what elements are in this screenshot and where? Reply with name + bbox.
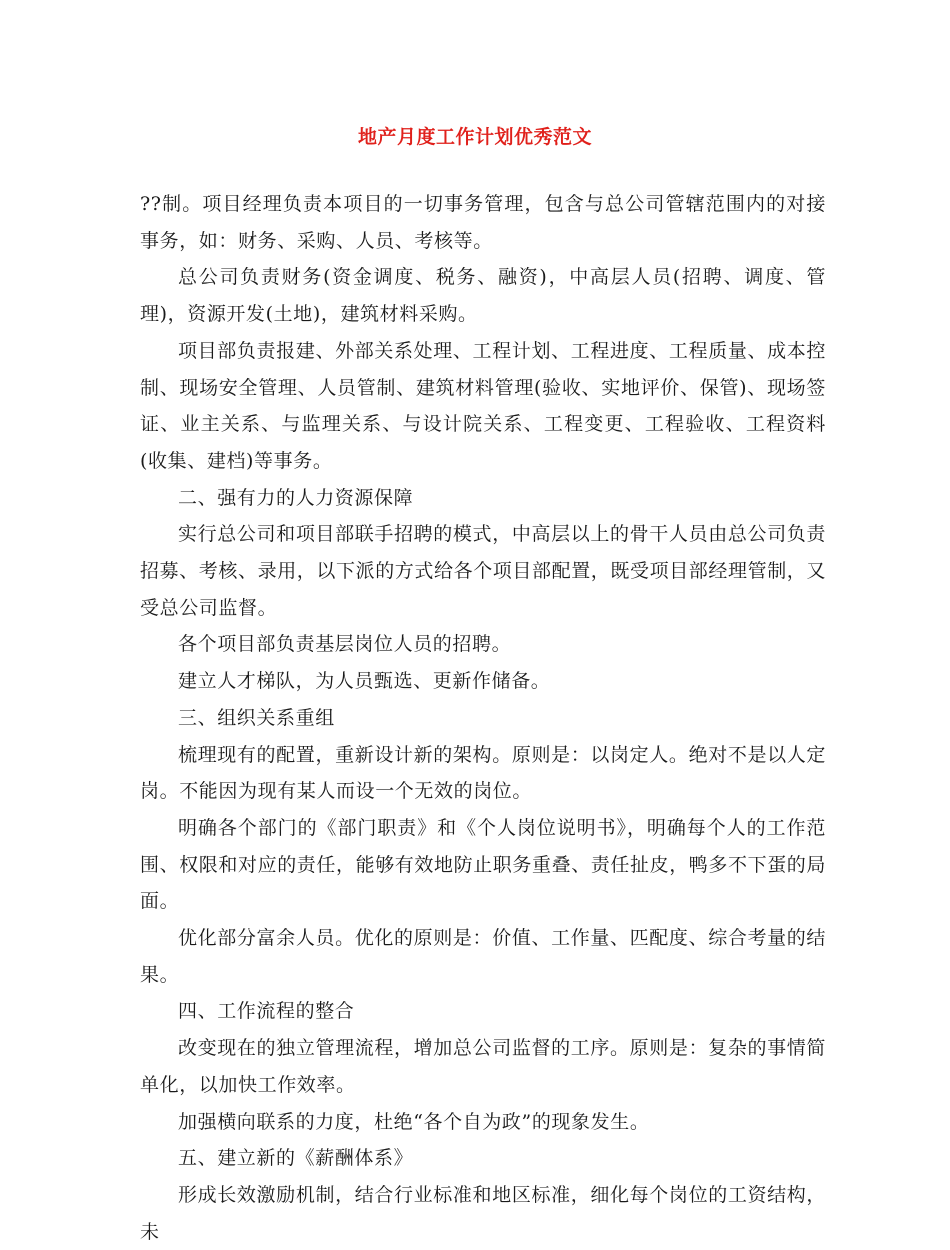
section-heading: 四、工作流程的整合 (178, 1000, 355, 1023)
paragraph: 明确各个部门的《部门职责》和《个人岗位说明书》，明确每个人的工作范围、权限和对应的责任，能够有效地防止职务重叠、责任扯皮，鸭多不下蛋的局面。 (140, 816, 827, 913)
paragraph: 优化部分富余人员。优化的原则是：价值、工作量、匹配度、综合考量的结果。 (140, 927, 826, 986)
section-heading: 三、组织关系重组 (178, 706, 335, 729)
paragraph: 形成长效激励机制，结合行业标准和地区标准，细化每个岗位的工资结构，未 (140, 1183, 826, 1243)
document-title: 地产月度工作计划优秀范文 (357, 126, 592, 148)
section-heading: 二、强有力的人力资源保障 (178, 486, 414, 509)
paragraph: 各个项目部负责基层岗位人员的招聘。 (178, 633, 512, 656)
paragraph: 改变现在的独立管理流程，增加总公司监督的工序。原则是：复杂的事情简单化，以加快工作效率。 (140, 1037, 826, 1096)
paragraph: 梳理现有的配置，重新设计新的架构。原则是：以岗定人。绝对不是以人定岗。不能因为现有某人而设一个无效的岗位。 (140, 743, 826, 803)
paragraph: 建立人才梯队，为人员甄选、更新作储备。 (178, 670, 551, 693)
paragraph: ??制。项目经理负责本项目的一切事务管理，包含与总公司管辖范围内的对接事务，如：财务、采购、人员、考核等。 (140, 193, 826, 252)
document-body (140, 186, 826, 1250)
section-heading: 五、建立新的《薪酬体系》 (178, 1147, 414, 1170)
paragraph: 项目部负责报建、外部关系处理、工程计划、工程进度、工程质量、成本控制、现场安全管理、人员管制、建筑材料管理(验收、实地评价、保管)、现场签证、业主关系、与监理关系、与设计院关系、工程变更、工程验收、工程资料(收集、建档)等事务。 (140, 339, 826, 472)
paragraph: 加强横向联系的力度，杜绝“各个自为政”的现象发生。 (178, 1110, 650, 1133)
paragraph: 实行总公司和项目部联手招聘的模式，中高层以上的骨干人员由总公司负责招募、考核、录用，以下派的方式给各个项目部配置，既受项目部经理管制，又受总公司监督。 (140, 523, 827, 619)
paragraph: 总公司负责财务(资金调度、税务、融资)，中高层人员(招聘、调度、管理)，资源开发(土地)，建筑材料采购。 (140, 266, 826, 326)
